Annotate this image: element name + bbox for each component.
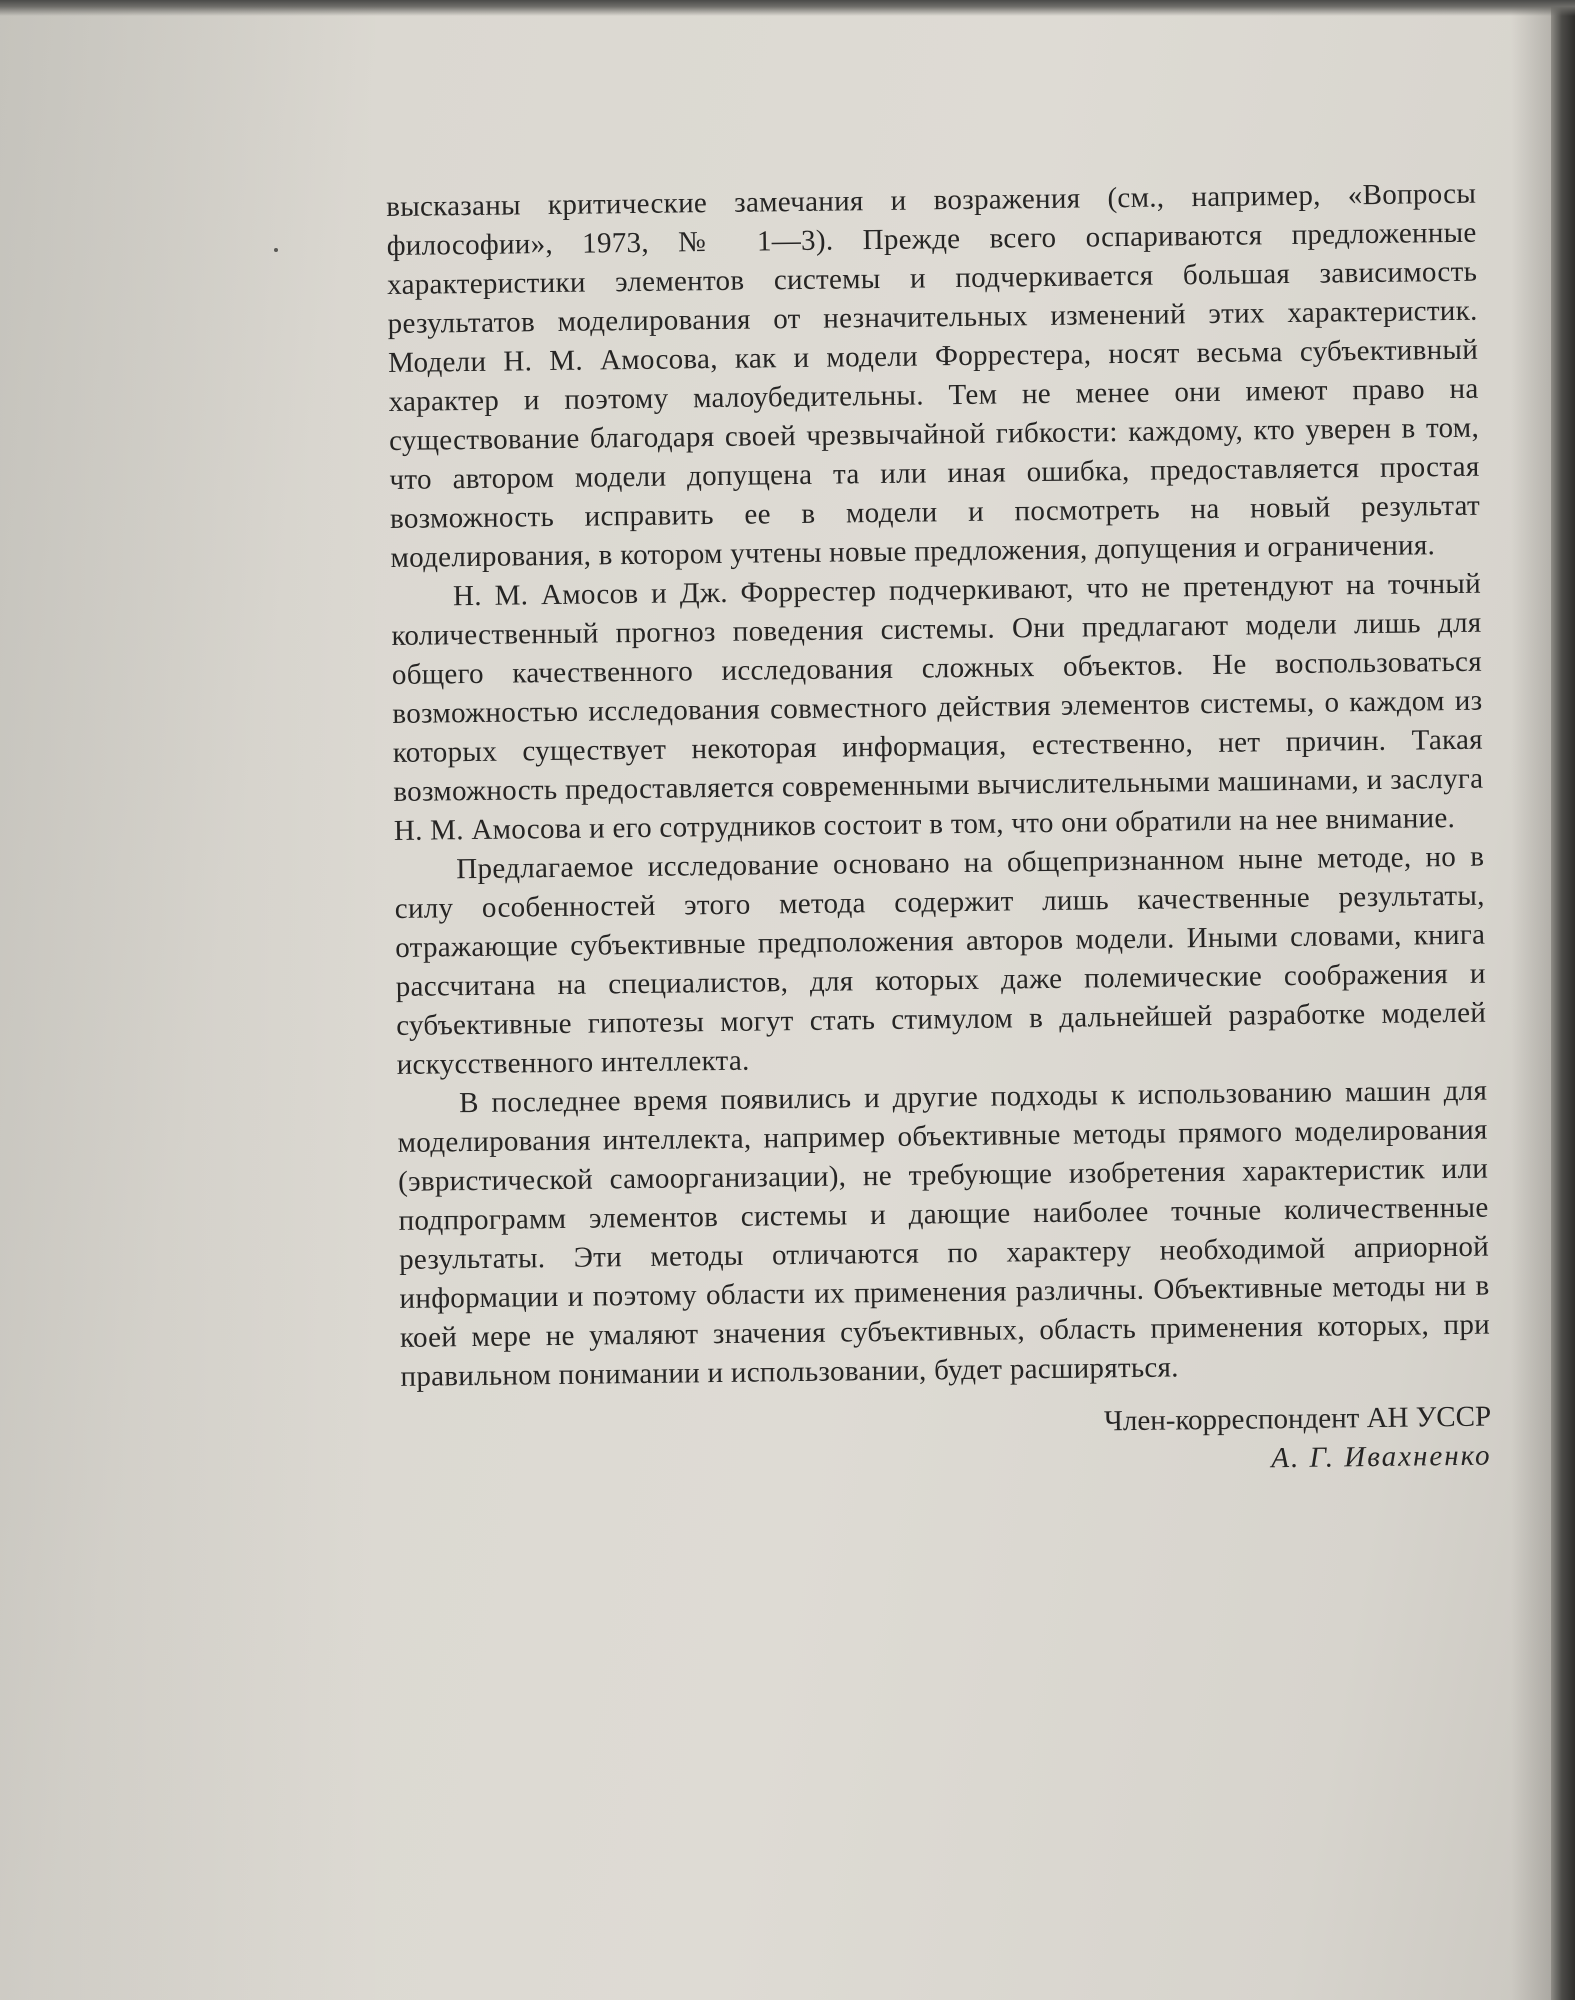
spine-shadow <box>1511 0 1551 2000</box>
signature-title: Член-корреспондент АН УССР <box>1103 1400 1492 1438</box>
paragraph-2: Н. М. Амосов и Дж. Форрестер подчеркивают, что не претендуют на точный количественный прогноз поведения системы. Они предлагают модели лишь для общего качественного исследования сложных объектов. Не воспользоваться возможностью исследования совместного действия элементов системы, о каждом из которых существует некоторая информация, естественно, нет причин. Такая возможность предоставляется современными вычислительными машинами, и заслуга Н. М. Амосова и его сотрудников состоит в том, что они обратили на нее внимание. <box>391 567 1484 847</box>
top-edge-shadow <box>0 0 1575 16</box>
book-cover-edge <box>1551 0 1575 2000</box>
paragraph-4: В последнее время появились и другие подходы к использованию машин для моделирования интеллекта, например объективные методы прямого моделирования (эвристической самоорганизации), не требующие изобретения характеристик или подпрограмм элементов системы и дающие наиболее точные количественные результаты. Эти методы отличаются по характеру необходимой априорной информации и поэтому области их применения различны. Объективные методы ни в коей мере не умаляют значения субъективных, область применения которых, при правильном понимании и использовании, будет расширяться. <box>397 1074 1491 1393</box>
paper-speck <box>274 248 278 252</box>
signature-name: А. Г. Ивахненко <box>1271 1439 1492 1475</box>
signature-block <box>401 1398 1492 1489</box>
paragraph-1: высказаны критические замечания и возражения (см., например, «Вопросы философии», 1973, № 1—3). Прежде всего оспариваются предложенные характеристики элементов системы и подчеркивается большая зависимость результатов моделирования от незначительных изменений этих характеристик. Модели Н. М. Амосова, как и модели Форрестера, носят весьма субъективный характер и поэтому малоубедительны. Тем не менее они имеют право на существование благодаря своей чрезвычайной гибкости: каждому, кто уверен в том, что автором модели допущена та или иная ошибка, предоставляется простая возможность исправить ее в модели и посмотреть на новый результат моделирования, в котором учтены новые предложения, допущения и ограничения. <box>386 177 1481 574</box>
printed-page <box>386 175 1492 1489</box>
paragraph-3: Предлагаемое исследование основано на общепризнанном ныне методе, но в силу особенностей этого метода содержит лишь качественные результаты, отражающие субъективные предположения авторов модели. Иными словами, книга рассчитана на специалистов, для которых даже полемические соображения и субъективные гипотезы могут стать стимулом в дальнейшей разработке моделей искусственного интеллекта. <box>394 840 1487 1081</box>
left-shading <box>0 0 380 2000</box>
body-text <box>386 175 1491 1397</box>
